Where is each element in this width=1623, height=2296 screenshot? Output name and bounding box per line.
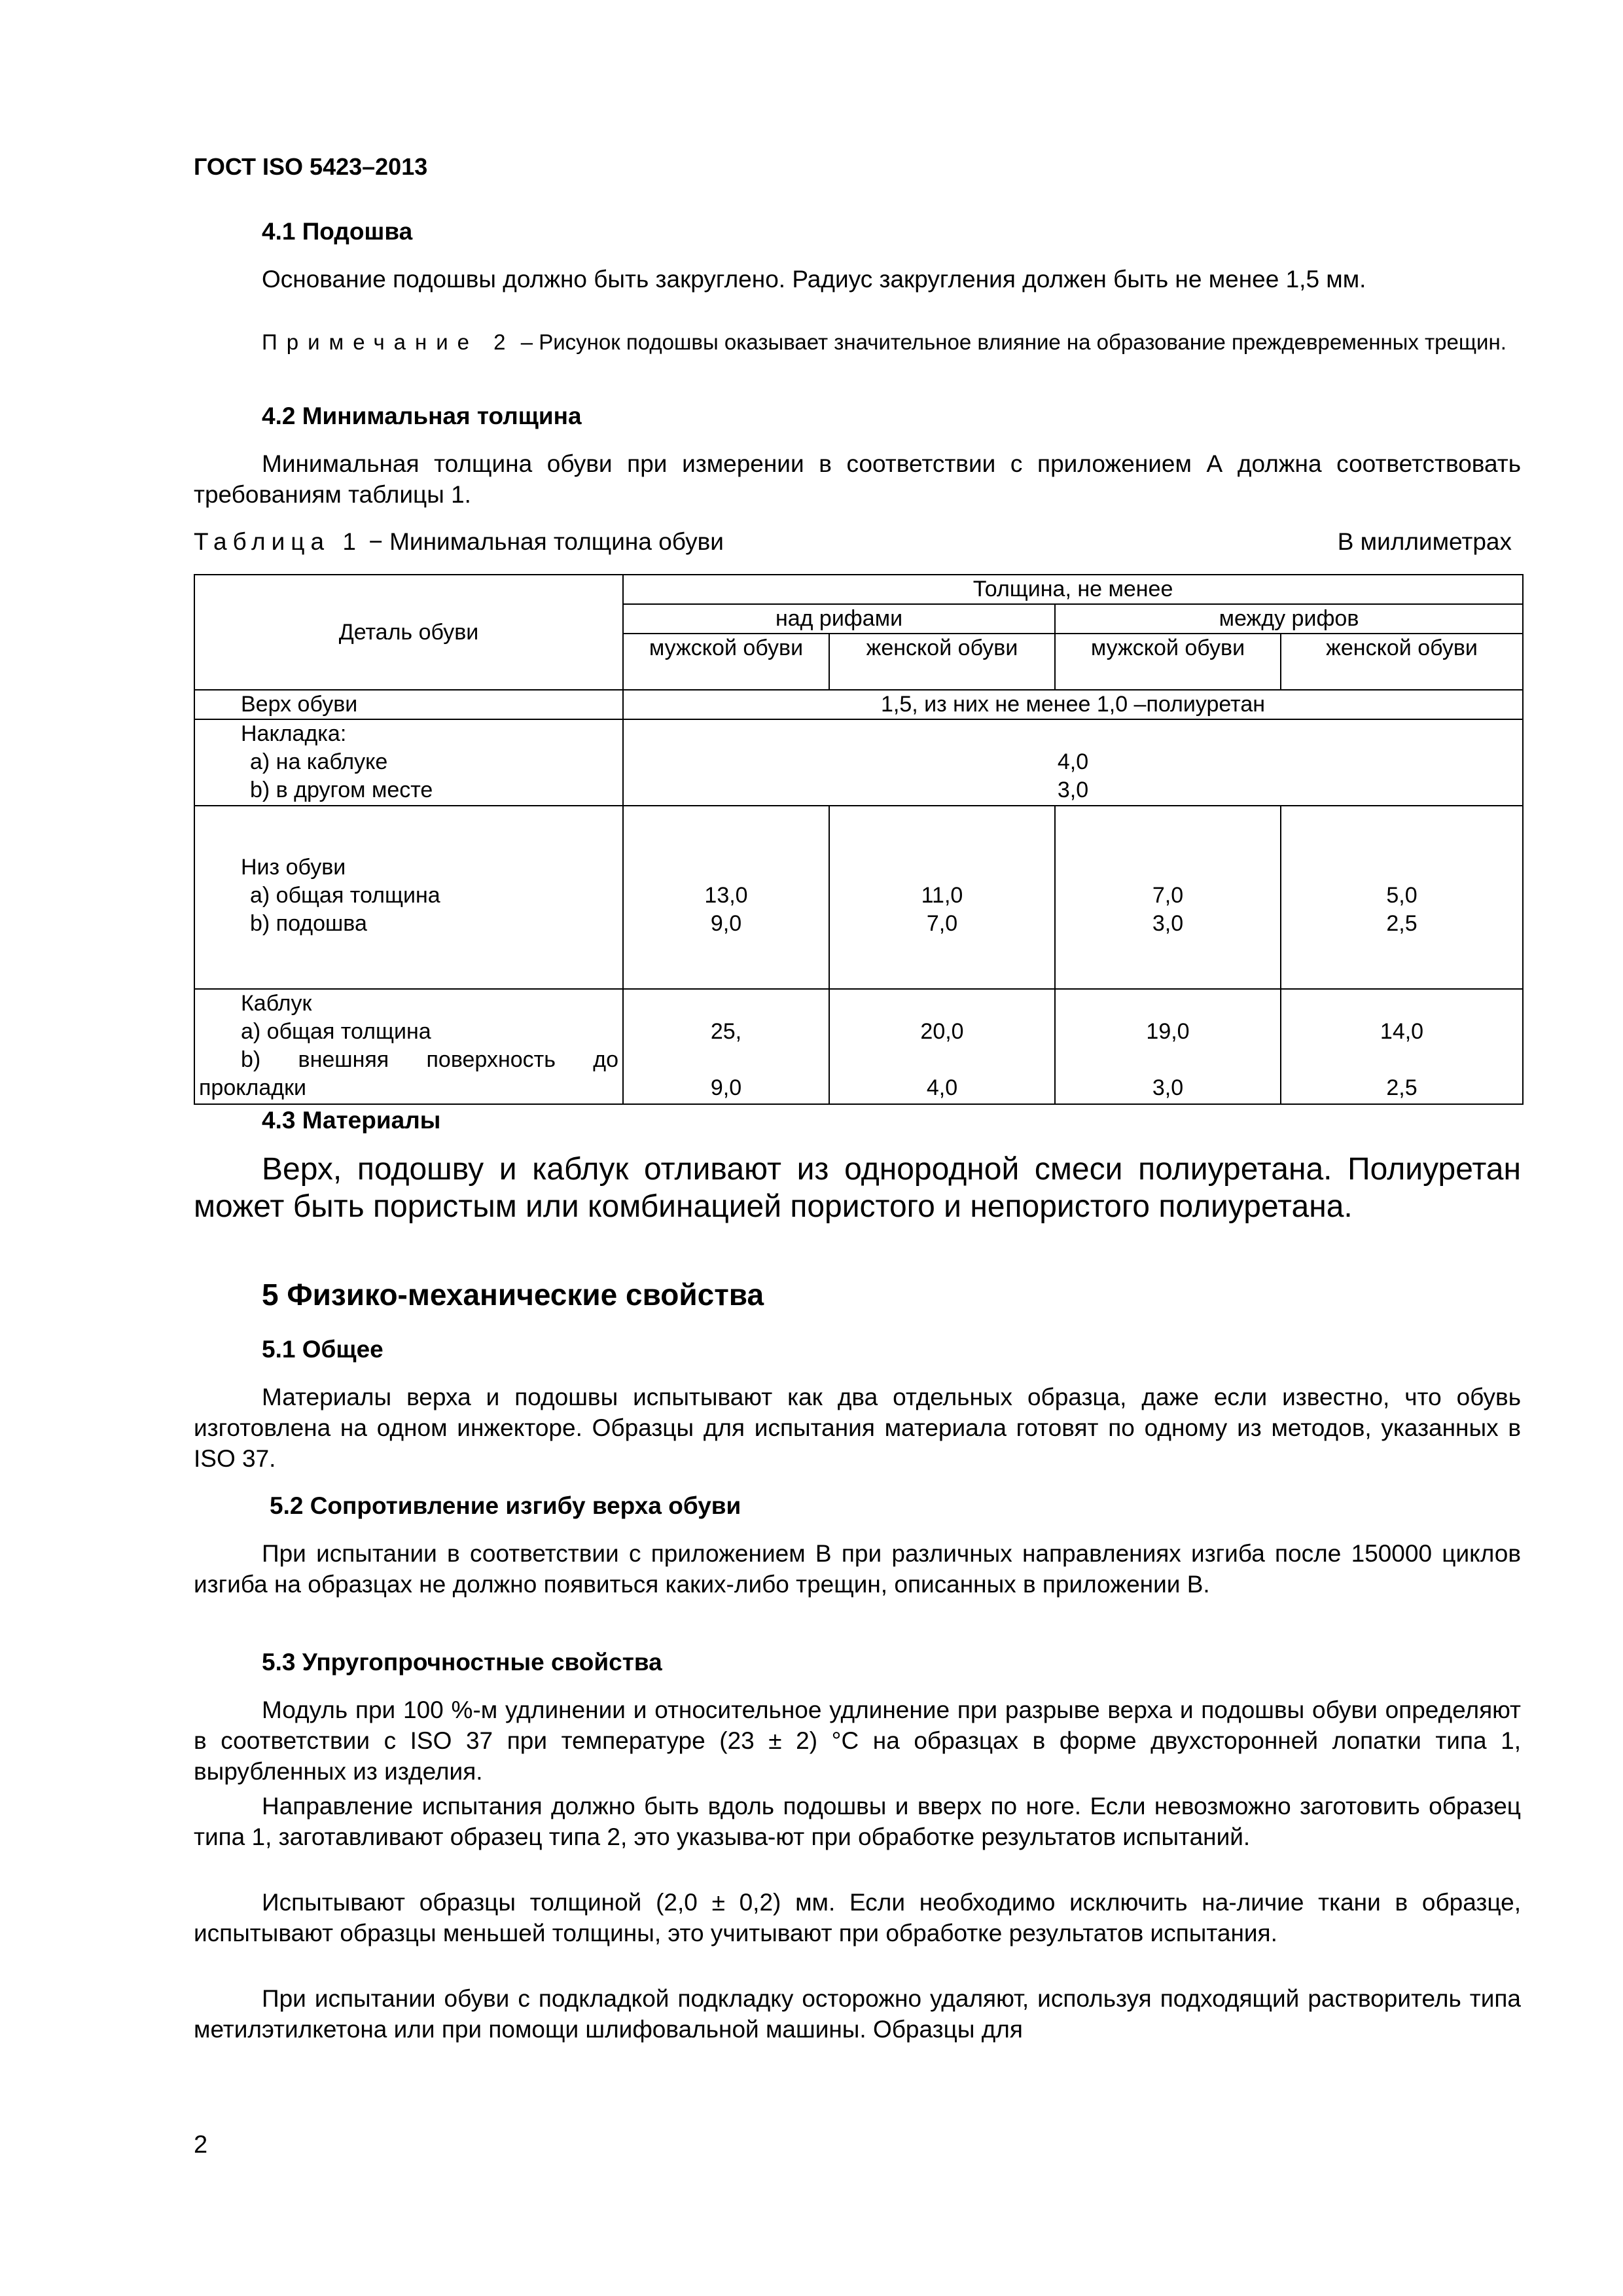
section-5-2-title: 5.2 Сопротивление изгибу верха обуви: [270, 1492, 741, 1519]
table-header-row: [194, 575, 1523, 604]
row-label-main: Низ обуви: [241, 855, 346, 880]
value-cell: 7,0 3,0: [1055, 806, 1281, 989]
section-5-3-p3: Испытывают образцы толщиной (2,0 ± 0,2) мм. Если необходимо исключить на-личие ткани в образце, испытывают образцы меньшей толщины, это учитывают при обработке результатов испытания.: [194, 1889, 1521, 1946]
section-5-3-title: 5.3 Упругопрочностные свойства: [262, 1649, 662, 1676]
header-female: женской обуви: [829, 634, 1055, 690]
row-label-a: а) общая толщина: [250, 883, 440, 908]
table-row: [194, 989, 1523, 1104]
value-cell: 13,0 9,0: [623, 806, 829, 989]
note-text: – Рисунок подошвы оказывает значительное влияние на образование преждевременных трещин.: [514, 330, 1507, 354]
document-header: ГОСТ ISO 5423–2013: [194, 153, 428, 180]
row-label-b: b) в другом месте: [250, 778, 433, 802]
header-male: мужской обуви: [1055, 634, 1281, 690]
row-label: [194, 806, 623, 989]
value-cell: 20,0 4,0: [829, 989, 1055, 1104]
section-5-title: 5 Физико-механические свойства: [262, 1278, 764, 1312]
section-5-3-p4: При испытании обуви с подкладкой подкладку осторожно удаляют, используя подходящий растворитель типа метилэтилкетона или при помощи шлифовальной машины. Образцы для: [194, 1985, 1521, 2043]
header-male: мужской обуви: [623, 634, 829, 690]
table-row: [194, 690, 1523, 719]
row-label-b: b) внешняя поверхность до прокладки: [199, 1047, 618, 1100]
value-cell: 11,0 7,0: [829, 806, 1055, 989]
table-row: [194, 719, 1523, 806]
section-5-3-p1: Модуль при 100 %-м удлинении и относительное удлинение при разрыве верха и подошвы обуви определяют в соответствии с ISO 37 при температуре (23 ± 2) °С на образцах в форме двухсторонней лопатки типа 1, вырубленных из изделия.: [194, 1696, 1521, 1785]
row-label-a: а) общая толщина: [241, 1019, 431, 1044]
section-5-2-text: При испытании в соответствии с приложением В при различных направлениях изгиба после 150000 циклов изгиба на образцах не должно появиться каких-либо трещин, описанных в приложении В.: [194, 1540, 1521, 1598]
page-number: 2: [194, 2131, 208, 2159]
section-4-3-title: 4.3 Материалы: [262, 1107, 441, 1134]
section-5-1-title: 5.1 Общее: [262, 1336, 383, 1363]
section-4-1-title: 4.1 Подошва: [262, 218, 413, 245]
header-thickness: Толщина, не менее: [623, 575, 1523, 604]
value-cell: 5,0 2,5: [1281, 806, 1523, 989]
row-label: Верх обуви: [194, 690, 623, 719]
header-over-ribs: над рифами: [623, 604, 1055, 634]
thickness-table: [194, 574, 1524, 1105]
section-4-1-note: [194, 329, 1521, 356]
value-cell: 19,0 3,0: [1055, 989, 1281, 1104]
table-title: − Минимальная толщина обуви: [361, 528, 724, 555]
table-units: В миллиметрах: [1337, 528, 1512, 555]
section-5-1-text: Материалы верха и подошвы испытывают как два отдельных образца, даже если известно, что обувь изготовлена на одном инжекторе. Образцы для испытания материала готовят по одному из методов, указанных в ISO 37.: [194, 1384, 1521, 1472]
row-value-a: 4,0: [1057, 749, 1089, 774]
section-4-2-title: 4.2 Минимальная толщина: [262, 403, 582, 429]
section-4-3-text: Верх, подошву и каблук отливают из однородной смеси полиуретана. Полиуретан может быть пористым или комбинацией пористого и непористого полиуретана.: [194, 1152, 1521, 1224]
row-label-b: b) подошва: [250, 911, 367, 936]
row-value: 1,5, из них не менее 1,0 –полиуретан: [623, 690, 1523, 719]
table-label: Таблица 1: [194, 528, 362, 555]
header-female: женской обуви: [1281, 634, 1523, 690]
row-label: [194, 989, 623, 1104]
section-4-2-text: Минимальная толщина обуви при измерении в соответствии с приложением А должна соответствовать требованиям таблицы 1.: [194, 450, 1521, 508]
section-5-3-p2: Направление испытания должно быть вдоль подошвы и вверх по ноге. Если невозможно заготовить образец типа 1, заготавливают образец типа 2, это указыва-ют при обработке результатов испытаний.: [194, 1793, 1521, 1850]
header-between-ribs: между рифов: [1055, 604, 1523, 634]
table-caption: [194, 526, 1521, 558]
row-value-b: 3,0: [1057, 778, 1089, 802]
section-4-1-text: Основание подошвы должно быть закруглено. Радиус закругления должен быть не менее 1,5 мм.: [262, 266, 1366, 293]
row-label-main: Каблук: [241, 991, 312, 1016]
value-cell: 25, 9,0: [623, 989, 829, 1104]
header-detail: Деталь обуви: [194, 575, 623, 690]
row-label-a: а) на каблуке: [250, 749, 388, 774]
note-label: Примечание 2: [262, 330, 515, 354]
table-row: [194, 806, 1523, 989]
row-values: [623, 719, 1523, 806]
value-cell: 14,0 2,5: [1281, 989, 1523, 1104]
row-label-main: Накладка:: [241, 721, 347, 746]
row-label: [194, 719, 623, 806]
